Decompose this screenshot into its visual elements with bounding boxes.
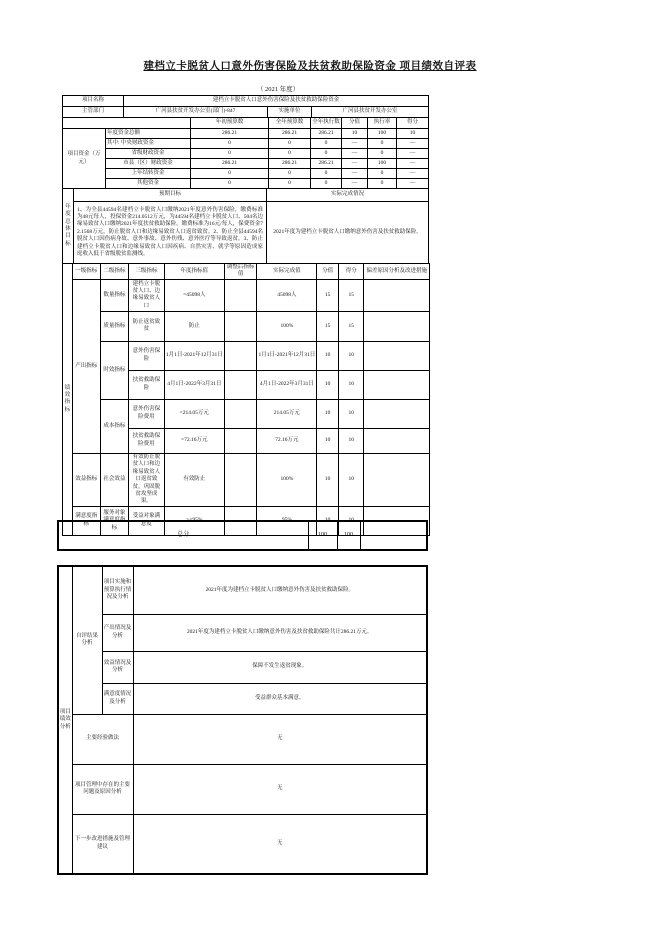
fund-cell: 286.21	[191, 159, 269, 169]
analysis-row-value: 保障不发生返贫现象。	[133, 651, 427, 683]
fund-cell: 286.21	[311, 159, 342, 169]
indicator-adjusted	[224, 453, 257, 506]
fund-header-blank	[63, 118, 191, 129]
fund-cell: 10	[397, 129, 429, 139]
analysis-row	[58, 614, 427, 651]
fund-row-label: 其中: 中央财政资金	[106, 139, 191, 149]
fund-cell: 286.21	[191, 129, 269, 139]
goal-actual-header: 实际完成情况	[267, 189, 429, 202]
indicator-got: 10	[339, 428, 364, 453]
indicator-deviation	[364, 311, 430, 341]
indicator-name: 有效防止脱贫人口和边缘易致贫人口返贫致贫，巩固脱贫攻坚成果。	[128, 453, 164, 506]
analysis-row-value: 无	[133, 764, 427, 814]
fund-cell: 0	[368, 139, 397, 149]
fund-cell: 100	[368, 129, 397, 139]
total-row	[58, 521, 427, 550]
indicator-actual: 1月1日-2021年12月31日	[257, 341, 317, 370]
analysis-row-label: 项目管理中存在的主要问题及原因分析	[72, 764, 133, 814]
level2-time: 时效指标	[100, 341, 128, 399]
indicator-target: =214.05万元	[164, 399, 224, 428]
indicator-got: 10	[339, 453, 364, 506]
indicator-adjusted	[224, 311, 257, 341]
fund-cell: 0	[269, 169, 311, 179]
year-label: （ 2021 年度）	[256, 86, 300, 93]
indicator-target: 1月1日-2021年12月31日	[164, 341, 224, 370]
page-title: 建档立卡脱贫人口意外伤害保险及扶贫救助保险资金 项目绩效自评表	[143, 61, 477, 72]
fund-cell: —	[342, 179, 368, 189]
indicator-section-label: 绩效指标	[63, 264, 73, 536]
indicator-got: 10	[339, 399, 364, 428]
analysis-row-value: 受益群众基本满意。	[133, 683, 427, 714]
indicator-row	[63, 341, 430, 370]
fund-cell: —	[342, 169, 368, 179]
analysis-section-label: 项目绩效分析	[58, 566, 72, 874]
indicator-actual: 214.05万元	[257, 399, 317, 428]
fund-header: 全年预算数	[269, 118, 311, 129]
impl-value: 广河县扶贫开发办公室	[312, 107, 429, 118]
analysis-row-value: 无	[133, 714, 427, 764]
fund-cell: 0	[269, 149, 311, 159]
indicator-score: 10	[317, 428, 339, 453]
analysis-row-value: 2021年度为建档立卡脱贫人口缴纳意外伤害及扶贫救助保险。	[133, 566, 427, 614]
indicator-got: 15	[339, 311, 364, 341]
goal-expected-text: 1、为全县44594名建档立卡脱贫人口缴纳2021年度意外伤害保险，缴费标准为48元每人，投保资金214.0512万元，为44594名建档立卡脱贫人口、504名边缘易致贫人口缴纳2021年度扶贫救助保险，缴费标准为16元/每人，保费资金72.1568万元，防止脱贫人口和边缘易致贫人口返贫致贫。2、防止全县44594名脱贫人口因伤病身故、意外事故、意外伤残、意外医疗等导致返贫。3、防止建档立卡脱贫人口和边缘易致贫人口因疾病、自然灾害、就学等原因造成家庭收入低于省级脱贫监测线。	[74, 202, 267, 264]
indicator-got: 10	[339, 370, 364, 399]
fund-table	[62, 117, 429, 189]
fund-cell: 0	[191, 179, 269, 189]
indicator-adjusted	[224, 341, 257, 370]
analysis-row-value: 2021年度为建档立卡脱贫人口缴纳意外伤害及扶贫救助保险共计286.21万元。	[133, 614, 427, 651]
fund-cell: 100	[368, 159, 397, 169]
indicator-target: =72.16万元	[164, 428, 224, 453]
fund-cell: 286.21	[269, 159, 311, 169]
goal-content-row	[63, 202, 429, 264]
indicator-row	[63, 279, 430, 311]
fund-row	[63, 179, 429, 189]
goal-expected-header: 预期目标	[74, 189, 267, 202]
fund-row-label: 年度资金总额	[106, 129, 191, 139]
indicator-row	[63, 311, 430, 341]
fund-section-label: 项目资金（万元）	[63, 129, 106, 189]
fund-header: 分值	[342, 118, 368, 129]
indicator-actual: 100%	[257, 311, 317, 341]
indicator-name: 意外伤害保险	[128, 341, 164, 370]
impl-label: 实施单位	[268, 107, 312, 118]
total-blank-cell	[360, 521, 427, 550]
level1-output: 产出指标	[72, 279, 100, 453]
analysis-row	[58, 566, 427, 614]
indicator-score: 10	[317, 370, 339, 399]
fund-row	[63, 159, 429, 169]
indicator-header: 年度指标值	[164, 264, 224, 280]
fund-header-row	[63, 118, 429, 129]
indicator-target: 有效防止	[164, 453, 224, 506]
total-score-table	[57, 520, 428, 551]
indicator-name: 建档立卡脱贫人口、边缘易致贫人口	[128, 279, 164, 311]
fund-cell: 0	[191, 169, 269, 179]
analysis-row-value: 无	[133, 814, 427, 874]
analysis-row-label: 满意度情况及分析	[102, 683, 133, 714]
fund-cell: —	[397, 139, 429, 149]
fund-row-label: 市县（区）财政资金	[106, 159, 191, 169]
indicator-adjusted	[224, 279, 257, 311]
indicator-score: 10	[317, 399, 339, 428]
fund-header: 得分	[397, 118, 429, 129]
fund-cell: 0	[311, 179, 342, 189]
indicator-adjusted	[224, 428, 257, 453]
fund-row	[63, 139, 429, 149]
indicator-deviation	[364, 370, 430, 399]
analysis-row	[58, 764, 427, 814]
indicator-name: 意外伤害保险费用	[128, 399, 164, 428]
indicator-name: 受益对象满意度	[128, 506, 164, 535]
indicator-actual: 4月1日-2022年3月31日	[257, 370, 317, 399]
fund-cell: 10	[342, 129, 368, 139]
indicator-actual: 72.16万元	[257, 428, 317, 453]
indicator-table	[62, 263, 430, 536]
indicator-header: 实际完成值	[257, 264, 317, 280]
indicator-actual: 45098人	[257, 279, 317, 311]
indicator-score: 10	[317, 453, 339, 506]
total-got-value: 100	[337, 521, 360, 550]
indicator-deviation	[364, 453, 430, 506]
indicator-header: 调整后指标值	[224, 264, 257, 280]
project-info-table	[62, 95, 429, 118]
goal-section-label: 年度总体目标	[63, 189, 74, 264]
total-score-value: 100	[308, 521, 337, 550]
level2-service: 服务对象满意度指标	[100, 506, 128, 535]
indicator-target: =45098人	[164, 279, 224, 311]
indicator-deviation	[364, 399, 430, 428]
indicator-header: 三级指标	[128, 264, 164, 280]
fund-cell: —	[342, 149, 368, 159]
goal-actual-text: 2021年度为建档立卡脱贫人口缴纳意外伤害及扶贫救助保险。	[267, 202, 429, 264]
analysis-row-label: 项目实施和预算执行情况及分析	[102, 566, 133, 614]
analysis-row	[58, 651, 427, 683]
goal-header-row	[63, 189, 429, 202]
indicator-score: 10	[317, 506, 339, 535]
fund-cell: —	[397, 169, 429, 179]
fund-cell: 0	[311, 169, 342, 179]
analysis-row-label: 产出情况及分析	[102, 614, 133, 651]
indicator-target: 4月1日-2022年3月31日	[164, 370, 224, 399]
indicator-adjusted	[224, 370, 257, 399]
indicator-deviation	[364, 279, 430, 311]
fund-cell: 0	[368, 169, 397, 179]
indicator-header: 分值	[317, 264, 339, 280]
fund-cell: 0	[269, 139, 311, 149]
project-name-value: 建档立卡脱贫人口意外伤害保险及扶贫救助保险资金	[124, 96, 429, 107]
fund-row	[63, 169, 429, 179]
analysis-row-label: 下一步改进措施及管理建议	[72, 814, 133, 874]
self-eval-label: 自评结果分析	[72, 566, 102, 714]
fund-header: 年初预算数	[191, 118, 269, 129]
indicator-got: 10	[339, 341, 364, 370]
analysis-row-label: 效益情况及分析	[102, 651, 133, 683]
indicator-actual: 95%	[257, 506, 317, 535]
fund-row-label: 省级财政资金	[106, 149, 191, 159]
project-name-row	[63, 96, 429, 107]
fund-cell: 0	[368, 179, 397, 189]
fund-row	[63, 129, 429, 139]
fund-cell: 0	[311, 149, 342, 159]
level2-social: 社会效益	[100, 453, 128, 506]
indicator-header: 二级指标	[100, 264, 128, 280]
indicator-name: 扶贫救助保险	[128, 370, 164, 399]
analysis-row	[58, 714, 427, 764]
analysis-row	[58, 814, 427, 874]
indicator-target: 防止	[164, 311, 224, 341]
indicator-header-row	[63, 264, 430, 280]
analysis-row-label: 主要经验做法	[72, 714, 133, 764]
fund-cell: 286.21	[269, 129, 311, 139]
indicator-target: >=95%	[164, 506, 224, 535]
fund-cell: 286.21	[311, 129, 342, 139]
fund-cell: 0	[311, 139, 342, 149]
fund-cell: —	[397, 149, 429, 159]
fund-cell: —	[397, 159, 429, 169]
level2-cost: 成本指标	[100, 399, 128, 453]
analysis-row	[58, 683, 427, 714]
fund-row	[63, 149, 429, 159]
indicator-adjusted	[224, 399, 257, 428]
fund-header: 全年执行数	[311, 118, 342, 129]
indicator-score: 10	[317, 341, 339, 370]
indicator-score: 15	[317, 279, 339, 311]
indicator-name: 扶贫救助保险费用	[128, 428, 164, 453]
indicator-score: 15	[317, 311, 339, 341]
dept-value: 广河县扶贫开发办公室(部门)-847	[124, 107, 268, 118]
analysis-table	[57, 565, 428, 875]
fund-cell: —	[397, 179, 429, 189]
fund-cell: 0	[191, 139, 269, 149]
goal-table	[62, 188, 429, 264]
indicator-actual: 100%	[257, 453, 317, 506]
indicator-header: 一级指标	[72, 264, 100, 280]
indicator-header: 得分	[339, 264, 364, 280]
fund-cell: 0	[368, 149, 397, 159]
level2-quality: 质量指标	[100, 311, 128, 341]
fund-cell: 0	[269, 179, 311, 189]
indicator-got: 10	[339, 506, 364, 535]
indicator-row	[63, 399, 430, 428]
indicator-deviation	[364, 341, 430, 370]
level2-quantity: 数量指标	[100, 279, 128, 311]
level1-benefit: 效益指标	[72, 453, 100, 506]
indicator-got: 15	[339, 279, 364, 311]
dept-label: 主管部门	[63, 107, 124, 118]
fund-row-label: 其他资金	[106, 179, 191, 189]
fund-cell: 0	[191, 149, 269, 159]
fund-row-label: 上年结转资金	[106, 169, 191, 179]
fund-cell: —	[342, 139, 368, 149]
indicator-header: 偏差原因分析及改进措施	[364, 264, 430, 280]
fund-cell: —	[342, 159, 368, 169]
department-row	[63, 107, 429, 118]
total-label: 总分	[58, 521, 308, 550]
fund-header: 执行率	[368, 118, 397, 129]
indicator-row	[63, 453, 430, 506]
indicator-deviation	[364, 428, 430, 453]
project-name-label: 项目名称	[63, 96, 124, 107]
main-table	[62, 95, 430, 536]
level1-satisfaction: 满意度指标	[72, 506, 100, 535]
indicator-name: 防止返贫致贫	[128, 311, 164, 341]
